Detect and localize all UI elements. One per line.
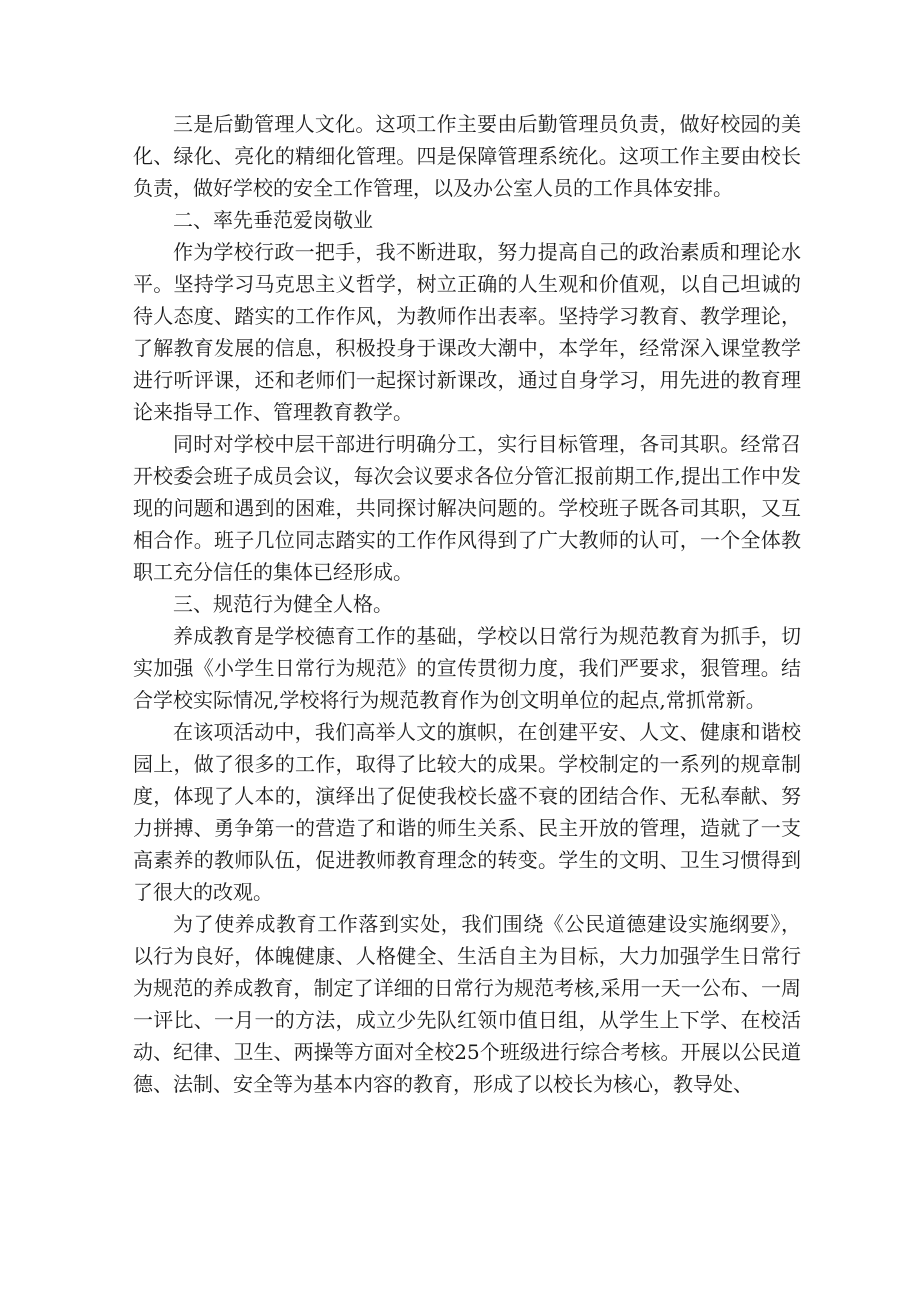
document-body [133, 108, 801, 1100]
paragraph-campus-building: 在该项活动中，我们高举人文的旗帜，在创建平安、人文、健康和谐校园上，做了很多的工作，取得了比较大的成果。学校制定的一系列的规章制度，体现了人本的，演绎出了促使我校长盛不衰的团结合作、无私奉献、努力拼搏、勇争第一的营造了和谐的师生关系、民主开放的管理，造就了一支高素养的教师队伍，促进教师教育理念的转变。学生的文明、卫生习惯得到了很大的改观。 [133, 720, 801, 904]
paragraph-implementation: 为了使养成教育工作落到实处，我们围绕《公民道德建设实施纲要》，以行为良好，体魄健康、人格健全、生活自主为目标，大力加强学生日常行为规范的养成教育，制定了详细的日常行为规范考核,采用一天一公布、一周一评比、一月一的方法，成立少先队红领巾值日组，从学生上下学、在校活动、纪律、卫生、两操等方面对全校25个班级进行综合考核。开展以公民道德、法制、安全等为基本内容的教育，形成了以校长为核心，教导处、 [133, 912, 801, 1096]
paragraph-habit-education: 养成教育是学校德育工作的基础，学校以日常行为规范教育为抓手，切实加强《小学生日常行为规范》的宣传贯彻力度，我们严要求，狠管理。结合学校实际情况,学校将行为规范教育作为创文明单位的起点,常抓常新。 [133, 624, 801, 712]
paragraph-division: 同时对学校中层干部进行明确分工，实行目标管理，各司其职。经常召开校委会班子成员会议，每次会议要求各位分管汇报前期工作,提出工作中发现的问题和遇到的困难，共同探讨解决问题的。学校班子既各司其职，又互相合作。班子几位同志踏实的工作作风得到了广大教师的认可，一个全体教职工充分信任的集体已经形成。 [133, 432, 801, 584]
section-heading-3: 三、规范行为健全人格。 [173, 592, 393, 616]
paragraph-leadership: 作为学校行政一把手，我不断进取，努力提高自己的政治素质和理论水平。坚持学习马克思主义哲学，树立正确的人生观和价值观，以自己坦诚的待人态度、踏实的工作作风，为教师作出表率。坚持学习教育、教学理论，了解教育发展的信息，积极投身于课改大潮中，本学年，经常深入课堂教学进行听评课，还和老师们一起探讨新课改，通过自身学习，用先进的教育理论来指导工作、管理教育教学。 [133, 240, 801, 424]
paragraph-logistics: 三是后勤管理人文化。这项工作主要由后勤管理员负责，做好校园的美化、绿化、亮化的精细化管理。四是保障管理系统化。这项工作主要由校长负责，做好学校的安全工作管理，以及办公室人员的工作具体安排。 [133, 112, 801, 200]
section-heading-2: 二、率先垂范爱岗敬业 [173, 208, 373, 232]
